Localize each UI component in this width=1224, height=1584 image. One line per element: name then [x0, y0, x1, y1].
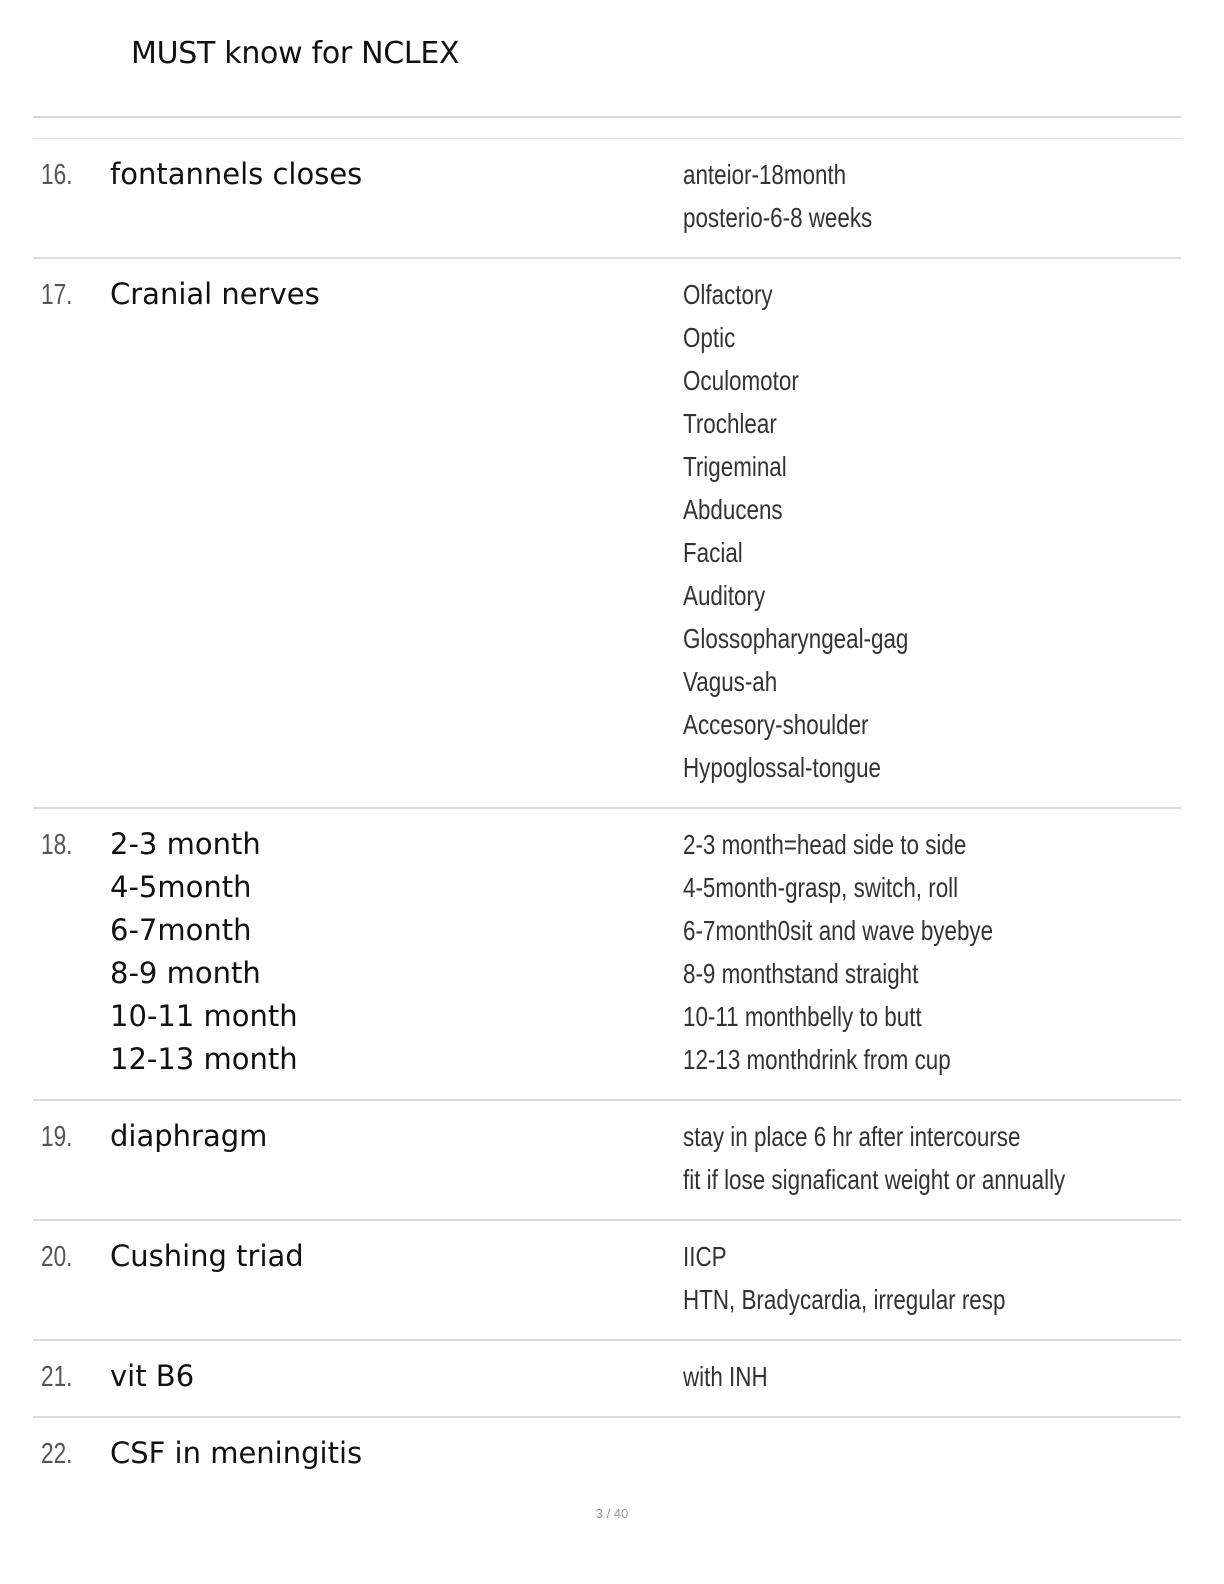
card-back-line: 2-3 month=head side to side: [683, 829, 967, 860]
card-back: [683, 273, 965, 789]
card-back-line: Glossopharyngeal-gag: [683, 623, 909, 654]
card-back-line: 8-9 monthstand straight: [683, 958, 919, 989]
card-front: [110, 1235, 630, 1321]
card-front-line: 10-11 month: [110, 999, 298, 1033]
card-back-line: anteior-18month: [683, 159, 847, 190]
flashcard-list: [33, 139, 1181, 1493]
flashcard-row: [33, 139, 1181, 259]
card-front: [110, 1115, 630, 1201]
card-front-line: 6-7month: [110, 913, 252, 947]
flashcard-row: [33, 1341, 1181, 1418]
flashcard-row: [33, 1101, 1181, 1221]
card-front-line: 8-9 month: [110, 956, 261, 990]
card-back-line: Trochlear: [683, 408, 777, 439]
card-back: [683, 1235, 1086, 1321]
card-front: [110, 1432, 630, 1475]
card-front-line: CSF in meningitis: [110, 1436, 363, 1470]
card-back-line: Oculomotor: [683, 365, 799, 396]
page-title: MUST know for NCLEX: [131, 36, 460, 71]
card-front-line: 12-13 month: [110, 1042, 298, 1076]
card-back: [683, 1355, 789, 1398]
card-back-line: 6-7month0sit and wave byebye: [683, 915, 994, 946]
card-back-line: with INH: [683, 1361, 768, 1392]
card-back-line: HTN, Bradycardia, irregular resp: [683, 1284, 1006, 1315]
card-number: 21.: [41, 1361, 73, 1393]
card-back-line: 10-11 monthbelly to butt: [683, 1001, 922, 1032]
card-back-line: Accesory-shoulder: [683, 709, 869, 740]
card-back-line: fit if lose signaficant weight or annually: [683, 1164, 1066, 1195]
card-back-line: stay in place 6 hr after intercourse: [683, 1121, 1021, 1152]
card-front-line: 4-5month: [110, 870, 252, 904]
card-front: [110, 823, 630, 1081]
flashcard-row: [33, 1418, 1181, 1493]
card-number: 20.: [41, 1241, 73, 1273]
card-back-line: Auditory: [683, 580, 766, 611]
card-back-line: Abducens: [683, 494, 783, 525]
card-back-line: Facial: [683, 537, 743, 568]
page-indicator: 3 / 40: [595, 1506, 629, 1521]
card-number: 19.: [41, 1121, 73, 1153]
card-back: [683, 153, 920, 239]
header-divider: [33, 116, 1181, 118]
card-front-line: vit B6: [110, 1359, 195, 1393]
card-back-line: posterio-6-8 weeks: [683, 202, 873, 233]
card-number: 18.: [41, 829, 73, 861]
card-back-line: Vagus-ah: [683, 666, 778, 697]
card-number: 17.: [41, 279, 73, 311]
card-back-line: Olfactory: [683, 279, 773, 310]
card-front-line: Cushing triad: [110, 1239, 304, 1273]
card-number: 22.: [41, 1438, 73, 1470]
card-front: [110, 273, 630, 789]
flashcard-row: [33, 1221, 1181, 1341]
card-number: 16.: [41, 159, 73, 191]
card-back-line: IICP: [683, 1241, 727, 1272]
card-front-line: 2-3 month: [110, 827, 261, 861]
card-back: [683, 1115, 1161, 1201]
card-back-line: 4-5month-grasp, switch, roll: [683, 872, 959, 903]
card-front-line: fontannels closes: [110, 157, 363, 191]
flashcard-row: [33, 259, 1181, 809]
card-back-line: Trigeminal: [683, 451, 787, 482]
card-back: [683, 823, 1071, 1081]
card-front-line: diaphragm: [110, 1119, 268, 1153]
card-front-line: Cranial nerves: [110, 277, 320, 311]
card-back-line: 12-13 monthdrink from cup: [683, 1044, 951, 1075]
card-front: [110, 153, 630, 239]
card-back-line: Optic: [683, 322, 736, 353]
flashcard-row: [33, 809, 1181, 1101]
card-front: [110, 1355, 630, 1398]
card-back-line: Hypoglossal-tongue: [683, 752, 881, 783]
